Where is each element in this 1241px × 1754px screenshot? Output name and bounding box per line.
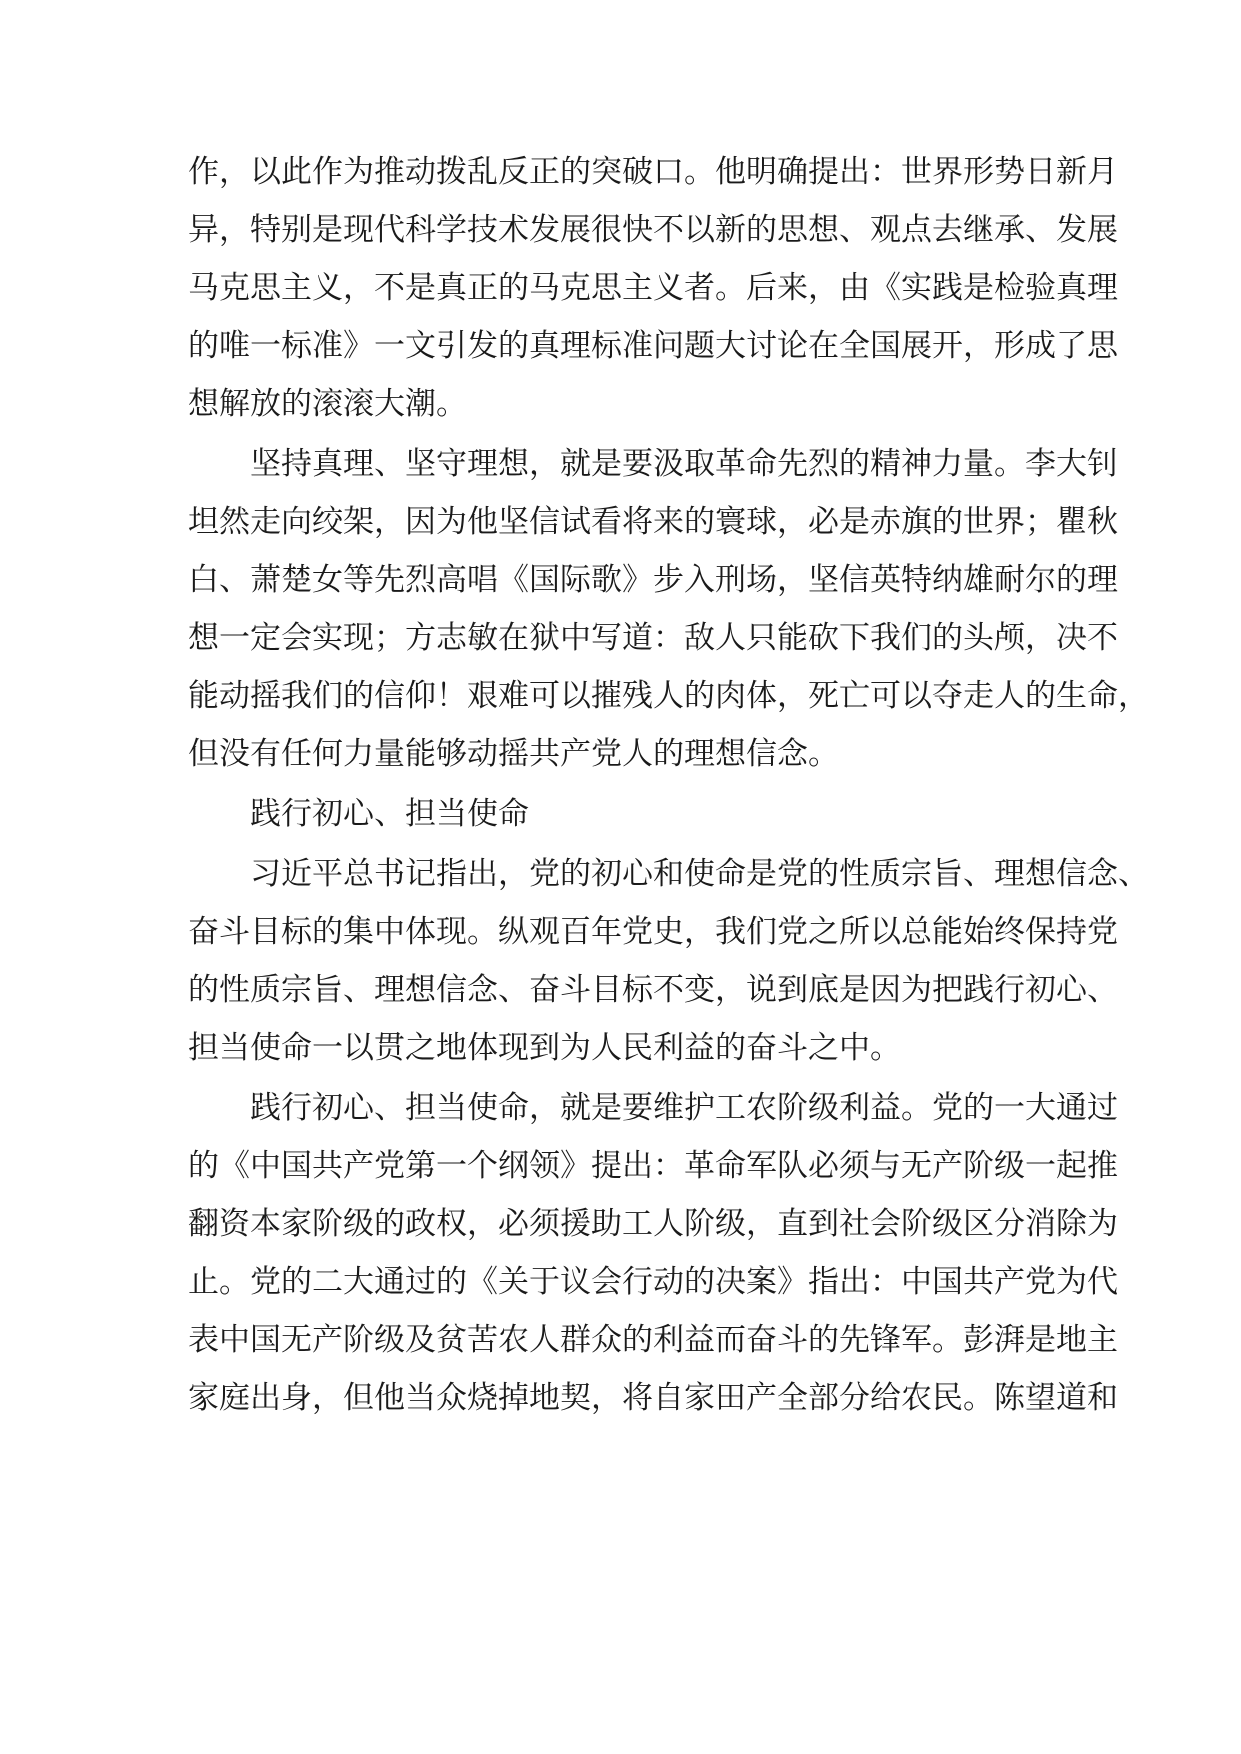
paragraph-4-line-6: 家庭出身，但他当众烧掉地契，将自家田产全部分给农民。陈望道和: [188, 1380, 1118, 1416]
paragraph-1-line-2: 异，特别是现代科学技术发展很快不以新的思想、观点去继承、发展: [188, 212, 1118, 248]
paragraph-2-line-1: 坚持真理、坚守理想，就是要汲取革命先烈的精神力量。李大钊: [250, 446, 1118, 482]
paragraph-2-line-5: 能动摇我们的信仰！艰难可以摧残人的肉体，死亡可以夺走人的生命，: [188, 678, 1149, 714]
paragraph-4-line-3: 翻资本家阶级的政权，必须援助工人阶级，直到社会阶级区分消除为: [188, 1206, 1118, 1242]
paragraph-2-line-6: 但没有任何力量能够动摇共产党人的理想信念。: [188, 736, 839, 772]
paragraph-1-line-4: 的唯一标准》一文引发的真理标准问题大讨论在全国展开，形成了思: [188, 328, 1118, 364]
section-heading: 践行初心、担当使命: [250, 796, 529, 832]
paragraph-2-line-3: 白、萧楚女等先烈高唱《国际歌》步入刑场，坚信英特纳雄耐尔的理: [188, 562, 1118, 598]
paragraph-3-line-3: 的性质宗旨、理想信念、奋斗目标不变，说到底是因为把践行初心、: [188, 972, 1118, 1008]
paragraph-3-line-1: 习近平总书记指出，党的初心和使命是党的性质宗旨、理想信念、: [250, 856, 1149, 892]
paragraph-4-line-5: 表中国无产阶级及贫苦农人群众的利益而奋斗的先锋军。彭湃是地主: [188, 1322, 1118, 1358]
paragraph-1-line-1: 作，以此作为推动拨乱反正的突破口。他明确提出：世界形势日新月: [188, 154, 1118, 190]
paragraph-4-line-4: 止。党的二大通过的《关于议会行动的决案》指出：中国共产党为代: [188, 1264, 1118, 1300]
paragraph-2-line-2: 坦然走向绞架，因为他坚信试看将来的寰球，必是赤旗的世界；瞿秋: [188, 504, 1118, 540]
paragraph-3-line-4: 担当使命一以贯之地体现到为人民利益的奋斗之中。: [188, 1030, 901, 1066]
paragraph-1-line-5: 想解放的滚滚大潮。: [188, 386, 467, 422]
paragraph-4-line-1: 践行初心、担当使命，就是要维护工农阶级利益。党的一大通过: [250, 1090, 1118, 1126]
paragraph-2-line-4: 想一定会实现；方志敏在狱中写道：敌人只能砍下我们的头颅，决不: [188, 620, 1118, 656]
paragraph-1-line-3: 马克思主义，不是真正的马克思主义者。后来，由《实践是检验真理: [188, 270, 1118, 306]
paragraph-3-line-2: 奋斗目标的集中体现。纵观百年党史，我们党之所以总能始终保持党: [188, 914, 1118, 950]
paragraph-4-line-2: 的《中国共产党第一个纲领》提出：革命军队必须与无产阶级一起推: [188, 1148, 1118, 1184]
